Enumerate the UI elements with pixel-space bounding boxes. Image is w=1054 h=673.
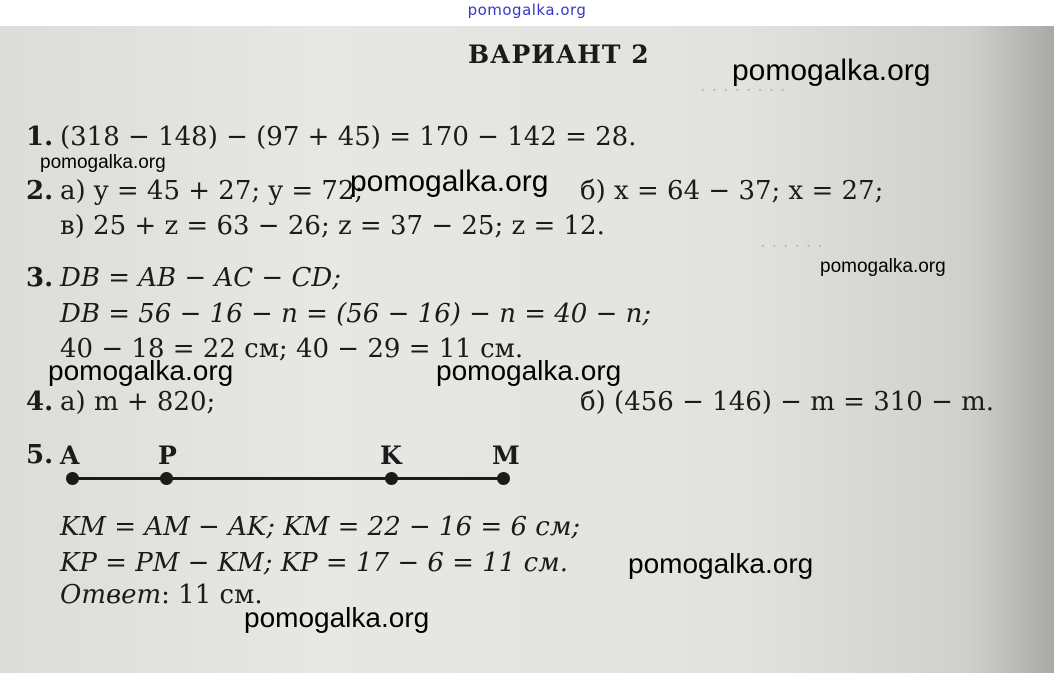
bleed-through: · · · · · · · · — [700, 80, 786, 101]
point-label-m: M — [492, 441, 520, 470]
segment-line — [72, 477, 504, 480]
point-label-p: P — [158, 441, 177, 470]
task-number: 4. — [26, 387, 54, 417]
task-5-answer — [60, 580, 263, 610]
point-dot-m — [497, 472, 510, 485]
top-watermark: pomogalka.org — [467, 1, 587, 19]
task-4-line — [26, 387, 215, 417]
watermark: pomogalka.org — [732, 54, 931, 87]
task-2-b: б) x = 64 − 37; x = 27; — [580, 176, 884, 206]
point-dot-a — [66, 472, 79, 485]
bleed-through: · · · · · · — [760, 236, 823, 257]
task-number: 3. — [26, 263, 54, 293]
watermark: pomogalka.org — [820, 256, 946, 277]
task-2-a: а) y = 45 + 27; y = 72; — [60, 176, 364, 206]
task-3-l2: DB = 56 − 16 − n = (56 − 16) − n = 40 − n; — [60, 299, 652, 329]
task-1-text: (318 − 148) − (97 + 45) = 170 − 142 = 28. — [60, 122, 637, 152]
point-label-k: K — [380, 441, 402, 470]
task-5-l1: KM = AM − AK; KM = 22 − 16 = 6 см; — [60, 512, 581, 542]
task-number: 1. — [26, 122, 54, 152]
task-3-l3: 40 − 18 = 22 см; 40 − 29 = 11 см. — [60, 334, 524, 364]
segment-diagram — [60, 441, 520, 491]
task-2-v: в) 25 + z = 63 − 26; z = 37 − 25; z = 12. — [60, 211, 605, 241]
task-5-number-wrap — [26, 440, 60, 470]
watermark: pomogalka.org — [628, 548, 814, 579]
watermark: pomogalka.org — [48, 355, 234, 386]
watermark: pomogalka.org — [244, 602, 430, 633]
answer-value: : 11 см. — [161, 580, 263, 610]
watermark: pomogalka.org — [436, 355, 622, 386]
task-number: 5. — [26, 440, 54, 470]
task-4-a: а) m + 820; — [60, 387, 216, 417]
task-number: 2. — [26, 176, 54, 206]
watermark: pomogalka.org — [350, 165, 549, 198]
textbook-page — [0, 26, 1054, 673]
point-label-a: A — [60, 441, 80, 470]
point-dot-p — [160, 472, 173, 485]
task-3-l1: DB = AB − AC − CD; — [60, 263, 341, 293]
task-2-line-1 — [26, 176, 363, 206]
task-5-l2: KP = PM − KM; KP = 17 − 6 = 11 см. — [60, 548, 568, 578]
watermark: pomogalka.org — [40, 152, 166, 173]
page-title: ВАРИАНТ 2 — [468, 40, 650, 69]
point-dot-k — [385, 472, 398, 485]
task-1 — [26, 122, 636, 152]
answer-label: Ответ — [60, 580, 162, 610]
task-4-b: б) (456 − 146) − m = 310 − m. — [580, 387, 995, 417]
task-3-line-1 — [26, 263, 341, 293]
